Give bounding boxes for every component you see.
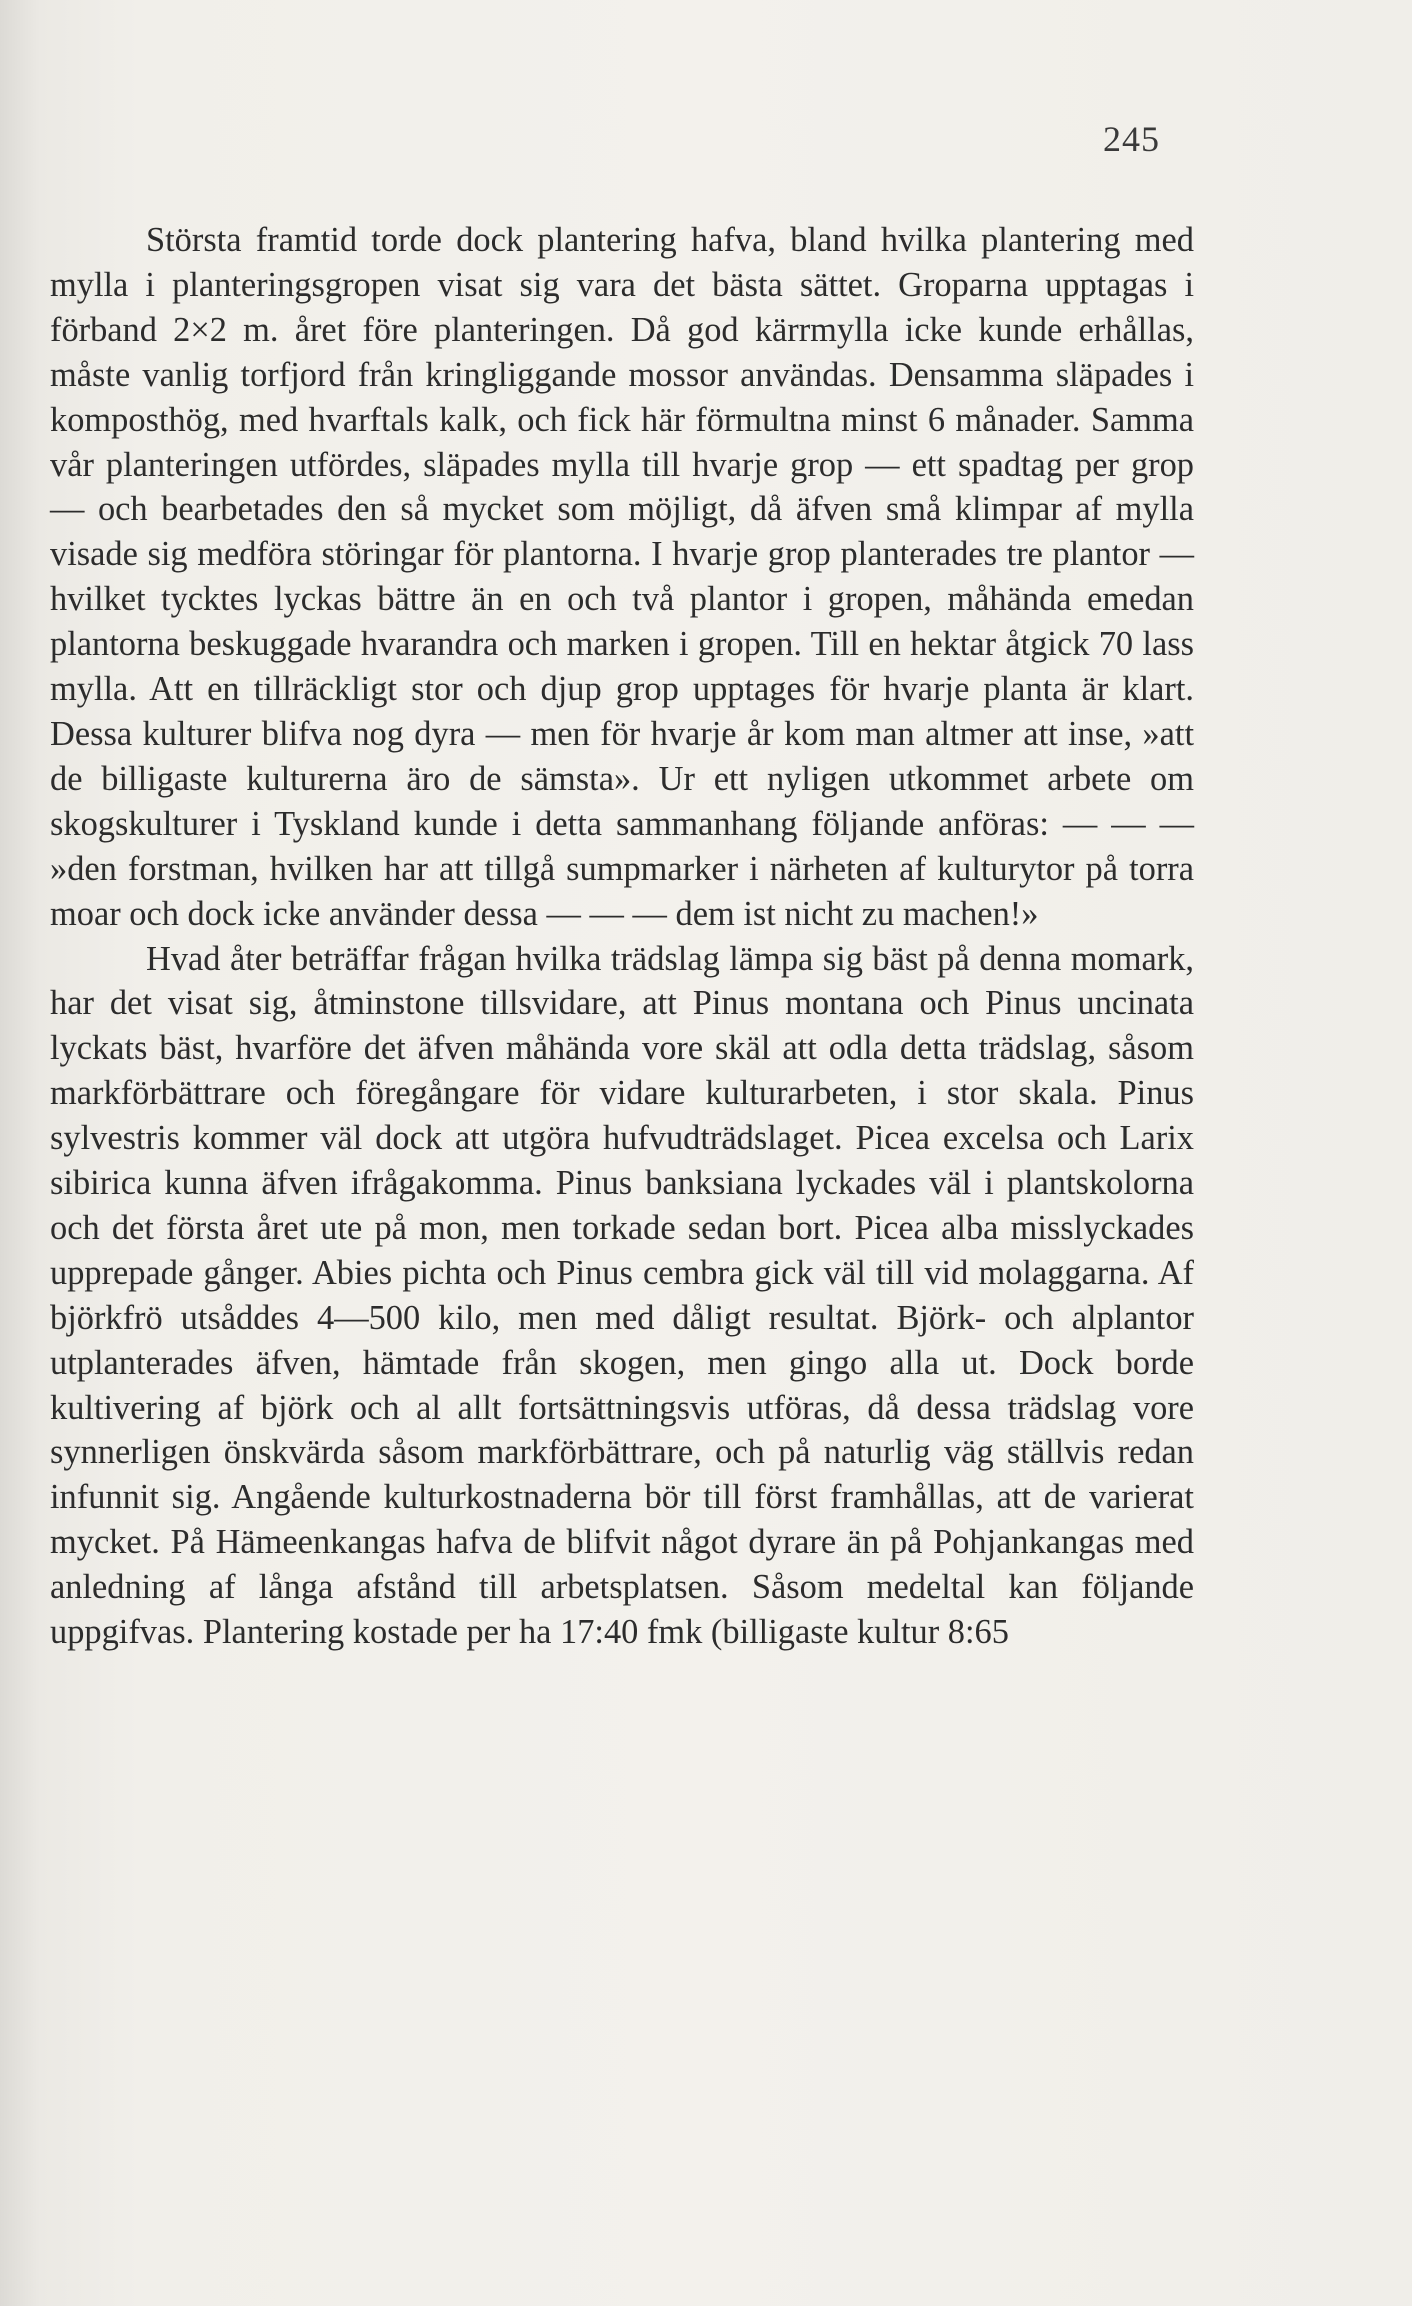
page-number: 245	[1103, 119, 1160, 159]
paragraph-1: Största framtid torde dock plantering hafva, bland hvilka plantering med mylla i planteringsgropen visat sig vara det bästa sättet. Groparna upptagas i förband 2×2 m. året före planteringen. Då god kärrmylla icke kunde erhållas, måste vanlig torfjord från kringliggande mossor användas. Densamma släpades i komposthög, med hvarftals kalk, och fick här förmultna minst 6 månader. Samma vår planteringen utfördes, släpades mylla till hvarje grop — ett spadtag per grop — och bearbetades den så mycket som möjligt, då äfven små klimpar af mylla visade sig medföra störingar för plantorna. I hvarje grop planterades tre plantor — hvilket tycktes lyckas bättre än en och två plantor i gropen, måhända emedan plantorna beskuggade hvarandra och marken i gropen. Till en hektar åtgick 70 lass mylla. Att en tillräckligt stor och djup grop upptages för hvarje planta är klart. Dessa kulturer blifva nog dyra — men för hvarje år kom man altmer att inse, »att de billigaste kulturerna äro de sämsta». Ur ett nyligen utkommet arbete om skogskulturer i Tyskland kunde i detta sammanhang följande anföras: — — — »den forstman, hvilken har att tillgå sumpmarker i närheten af kulturytor på torra moar och dock icke använder dessa — — — dem ist nicht zu machen!»	[50, 221, 1194, 933]
body-text	[50, 218, 1194, 1655]
paragraph-2: Hvad åter beträffar frågan hvilka trädslag lämpa sig bäst på denna momark, har det visat sig, åtminstone tillsvidare, att Pinus montana och Pinus uncinata lyckats bäst, hvarföre det äfven måhända vore skäl att odla detta trädslag, såsom markförbättrare och föregångare för vidare kulturarbeten, i stor skala. Pinus sylvestris kommer väl dock att utgöra hufvudträdslaget. Picea excelsa och Larix sibirica kunna äfven ifrågakomma. Pinus banksiana lyckades väl i plantskolorna och det första året ute på mon, men torkade sedan bort. Picea alba misslyckades upprepade gånger. Abies pichta och Pinus cembra gick väl till vid molaggarna. Af björkfrö utsåddes 4—500 kilo, men med dåligt resultat. Björk- och alplantor utplanterades äfven, hämtade från skogen, men gingo alla ut. Dock borde kultivering af björk och al allt fortsättningsvis utföras, då dessa trädslag vore synnerligen önskvärda såsom markförbättrare, och på naturlig väg ställvis redan infunnit sig. Angående kulturkostnaderna bör till först framhållas, att de varierat mycket. På Hämeenkangas hafva de blifvit något dyrare än på Pohjankangas med anledning af långa afstånd till arbetsplatsen. Såsom medeltal kan följande uppgifvas. Plantering kostade per ha 17:40 fmk (billigaste kultur 8:65	[50, 939, 1194, 1652]
